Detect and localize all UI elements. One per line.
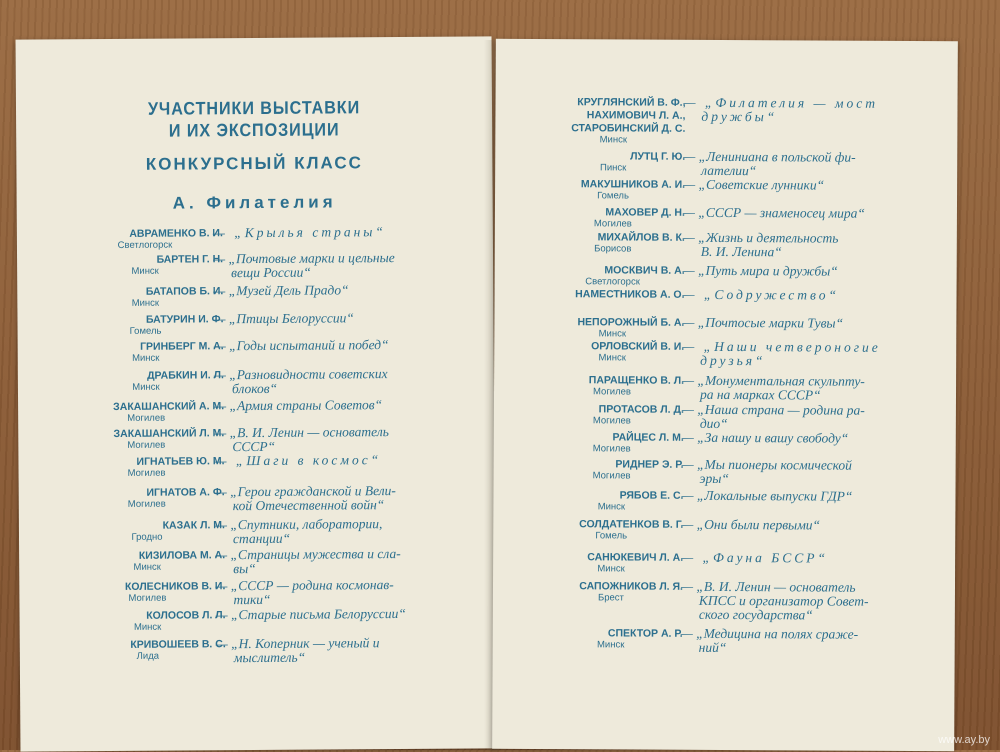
participant-entry <box>19 605 495 633</box>
participant-entry <box>494 314 956 340</box>
participant-entry <box>494 487 956 513</box>
participant-name: СТАРОБИНСКИЙ Д. С. <box>571 122 686 135</box>
exhibit-title-line: — „Мы пионеры космической <box>681 456 852 473</box>
exhibit-title-line: ского государства“ <box>698 606 813 623</box>
participant-entry <box>18 397 494 424</box>
participant-city: Минск <box>597 563 625 575</box>
participant-city: Минск <box>133 621 162 633</box>
participant-name: РИДНЕР Э. Р. <box>615 458 684 471</box>
participant-city: Минск <box>132 352 160 364</box>
participant-name: МАКУШНИКОВ А. И. <box>580 178 686 191</box>
participant-name: СОЛДАТЕНКОВ В. Г. <box>579 518 684 531</box>
participant-city: Минск <box>133 561 161 573</box>
participant-city: Минск <box>132 381 160 393</box>
exhibit-title-line: станции“ <box>232 530 291 547</box>
exhibit-title-line: — „СССР — знаменосец мира“ <box>682 204 865 221</box>
participant-entry <box>19 516 495 547</box>
participant-entry <box>493 625 955 656</box>
participant-name: САНЮКЕВИЧ Л. А. <box>587 551 684 564</box>
participant-entry <box>18 366 494 397</box>
exhibit-title-line: — „Музей Дель Прадо“ <box>213 282 349 299</box>
exhibit-title-line: дио“ <box>699 415 728 432</box>
participant-name: КОЛЕСНИКОВ В. И. <box>124 580 226 593</box>
exhibit-title-line: В. И. Ленина“ <box>700 243 782 260</box>
exhibit-title-line: дружбы“ <box>701 108 778 125</box>
exhibit-title-line: — „Фауна БССР“ <box>681 549 829 566</box>
participant-city: Гродно <box>131 531 163 543</box>
title-line-1: УЧАСТНИКИ ВЫСТАВКИ <box>147 97 361 119</box>
section-title: А. Филателия <box>172 192 337 213</box>
exhibit-title-line: — „Наша страна — родина ра- <box>681 401 865 418</box>
participant-name: ДРАБКИН И. Л. <box>147 369 224 382</box>
participant-city: Минск <box>597 501 626 513</box>
participant-city: Могилев <box>592 443 631 455</box>
exhibit-title-line: — „Они были первыми“ <box>681 516 821 533</box>
participant-name: ИГНАТОВ А. Ф. <box>146 486 225 499</box>
participant-name: ОРЛОВСКИЙ В. И. <box>591 340 685 353</box>
exhibit-title-line: — „Советские лунники“ <box>683 176 825 193</box>
participant-city: Минск <box>596 639 625 651</box>
participant-entry <box>18 452 494 479</box>
exhibit-title-line: — „Герои гражданской и Вели- <box>214 483 396 500</box>
exhibit-title-line: вы“ <box>233 561 256 577</box>
exhibit-title-line: кой Отечественной войн“ <box>232 497 385 514</box>
participant-entry <box>494 429 956 455</box>
exhibit-title-line: — „Птицы Белоруссии“ <box>213 310 354 327</box>
participant-name: ИГНАТЬЕВ Ю. М. <box>136 455 225 468</box>
participant-name: КОЛОСОВ Л. Л. <box>146 609 226 622</box>
exhibit-title-line: — „Шаги в космос“ <box>214 452 382 469</box>
participant-city: Брест <box>597 592 624 604</box>
participant-city: Могилев <box>127 439 166 451</box>
participant-entry <box>17 310 493 337</box>
participant-entry <box>494 456 956 487</box>
exhibit-title-line: — „Армия страны Советов“ <box>214 397 383 414</box>
exhibit-title-line: вещи России“ <box>231 264 311 281</box>
participant-name: БАТАПОВ Б. И. <box>145 285 224 298</box>
exhibit-title-line: — „Н. Коперник — ученый и <box>215 635 380 652</box>
exhibit-title-line: СССР“ <box>232 438 276 455</box>
participant-name: АВРАМЕНКО В. И. <box>129 227 223 240</box>
participant-name: ЛУТЦ Г. Ю. <box>630 150 686 163</box>
participant-entry <box>495 204 957 230</box>
exhibit-title-line: — „Локальные выпуски ГДР“ <box>681 487 853 504</box>
participant-name: ЗАКАШАНСКИЙ А. М. <box>113 400 225 413</box>
exhibit-title-line: эры“ <box>699 470 729 487</box>
participant-name: БАРТЕН Г. Н. <box>156 253 224 266</box>
participant-entry <box>494 338 956 369</box>
participant-city: Минск <box>598 352 626 364</box>
participant-entry <box>495 148 957 179</box>
exhibit-title-line: блоков“ <box>231 380 278 397</box>
exhibit-title-line: — „Спутники, лаборатории, <box>214 516 383 533</box>
participant-entry <box>20 635 496 666</box>
participant-entry <box>19 577 495 608</box>
exhibit-title-line: — „Содружество“ <box>682 286 840 303</box>
exhibit-title-line: — „Лениниана в польской фи- <box>683 148 856 165</box>
right-page <box>492 39 958 751</box>
participant-entry <box>495 229 957 260</box>
exhibit-title-line: — „Разновидности советских <box>213 366 388 383</box>
participant-name: ПАРАЩЕНКО В. Л. <box>588 374 685 387</box>
participant-city: Гомель <box>129 325 162 337</box>
participant-city: Могилев <box>128 592 167 604</box>
participant-entry <box>19 483 495 514</box>
participant-city: Могилев <box>593 218 632 230</box>
exhibit-title-line: — „Годы испытаний и побед“ <box>213 337 389 354</box>
exhibit-title-line: — „Филателия — мост <box>683 94 879 111</box>
participant-city: Светлогорск <box>585 276 640 288</box>
participant-name: ГРИНБЕРГ М. А. <box>140 340 224 353</box>
participant-entry <box>493 549 955 575</box>
participant-name: МОСКВИЧ В. А. <box>604 264 685 277</box>
participant-name: КРИВОШЕЕВ В. С. <box>130 638 226 651</box>
participant-city: Могилев <box>127 467 166 479</box>
exhibit-title-line: — „Старые письма Белоруссии“ <box>215 605 406 623</box>
exhibit-title-line: — „СССР — родина космонав- <box>215 577 394 594</box>
participant-name: НАХИМОВИЧ Л. А., <box>586 109 686 122</box>
participant-name: КАЗАК Л. М. <box>162 519 225 532</box>
exhibit-title-line: — „Монументальная скульпту- <box>682 372 865 389</box>
participant-name: МИХАЙЛОВ В. К. <box>597 231 685 244</box>
participant-city: Светлогорск <box>117 239 173 251</box>
participant-entry <box>494 401 956 432</box>
participant-name: МАХОВЕР Д. Н. <box>605 206 685 219</box>
participant-name: НАМЕСТНИКОВ А. О. <box>575 288 685 301</box>
exhibit-title-line: — „Медицина на полях сраже- <box>680 625 859 642</box>
participant-city: Могилев <box>127 498 166 510</box>
left-page <box>16 36 497 751</box>
participant-name: ЗАКАШАНСКИЙ Л. М. <box>113 427 225 440</box>
participant-entry <box>494 372 956 403</box>
participant-city: Могилев <box>592 415 631 427</box>
exhibit-title-line: — „Жизнь и деятельность <box>682 229 839 246</box>
exhibit-title-line: друзья“ <box>700 352 766 369</box>
participant-name: КРУГЛЯНСКИЙ В. Ф., <box>577 96 686 109</box>
participant-entry <box>493 578 955 623</box>
participant-entry <box>17 282 493 309</box>
exhibit-title-line: КПСС и организатор Совет- <box>698 592 869 609</box>
participant-name: РЯБОВ Е. С. <box>619 489 684 502</box>
exhibit-title-line: — „Страницы мужества и сла- <box>215 545 401 563</box>
exhibit-title-line: — „За нашу и вашу свободу“ <box>681 429 849 446</box>
participant-city: Могилев <box>592 470 631 482</box>
participant-city: Могилев <box>127 412 166 424</box>
participant-city: Борисов <box>594 243 632 255</box>
participant-entry <box>495 262 957 288</box>
class-title: КОНКУРСНЫЙ КЛАСС <box>145 153 363 174</box>
exhibit-title-line: тики“ <box>233 591 271 608</box>
participant-city: Минск <box>131 265 159 277</box>
participant-city: Минск <box>598 328 627 340</box>
participant-city: Могилев <box>593 386 632 398</box>
participant-name: БАТУРИН И. Ф. <box>145 313 224 326</box>
participant-city: Лида <box>136 650 160 662</box>
exhibit-title-line: — „Наши четвероногие <box>682 338 881 355</box>
exhibit-title-line: — „В. И. Ленин — основатель <box>680 578 856 595</box>
watermark: www.ay.by <box>938 734 990 746</box>
exhibit-title-line: — „Почтовые марки и цельные <box>213 250 395 267</box>
title-line-2: И ИХ ЭКСПОЗИЦИИ <box>168 119 340 141</box>
right-entries-list <box>496 39 958 656</box>
participant-name: КИЗИЛОВА М. А. <box>138 549 226 562</box>
participant-city: Минск <box>131 297 160 309</box>
participant-entry <box>17 224 493 251</box>
exhibit-title-line: — „Путь мира и дружбы“ <box>682 262 838 279</box>
exhibit-title-line: ний“ <box>698 639 727 656</box>
participant-entry <box>19 545 495 577</box>
participant-name: РАЙЦЕС Л. М. <box>612 431 684 444</box>
participant-name: СПЕКТОР А. Р. <box>607 627 683 640</box>
participant-city: Гомель <box>595 530 628 542</box>
exhibit-title-line: — „В. И. Ленин — основатель <box>214 424 389 441</box>
exhibit-title-line: лателии“ <box>701 162 757 179</box>
exhibit-title-line: — „Крылья страны“ <box>212 224 386 241</box>
exhibit-title-line: мыслитель“ <box>233 649 306 666</box>
exhibit-title-line: ра на марках СССР“ <box>699 386 821 403</box>
participant-entry <box>495 176 957 202</box>
participant-name: ПРОТАСОВ Л. Д. <box>598 403 684 416</box>
participant-entry <box>495 286 957 303</box>
exhibit-title-line: — „Почтосые марки Тувы“ <box>682 314 844 331</box>
participant-city: Минск <box>599 134 628 146</box>
participant-entry <box>493 516 955 542</box>
participant-name: НЕПОРОЖНЫЙ Б. А. <box>577 316 685 329</box>
participant-city: Гомель <box>597 190 629 202</box>
participant-name: САПОЖНИКОВ Л. Я. <box>579 580 684 593</box>
participant-city: Пинск <box>600 162 627 174</box>
